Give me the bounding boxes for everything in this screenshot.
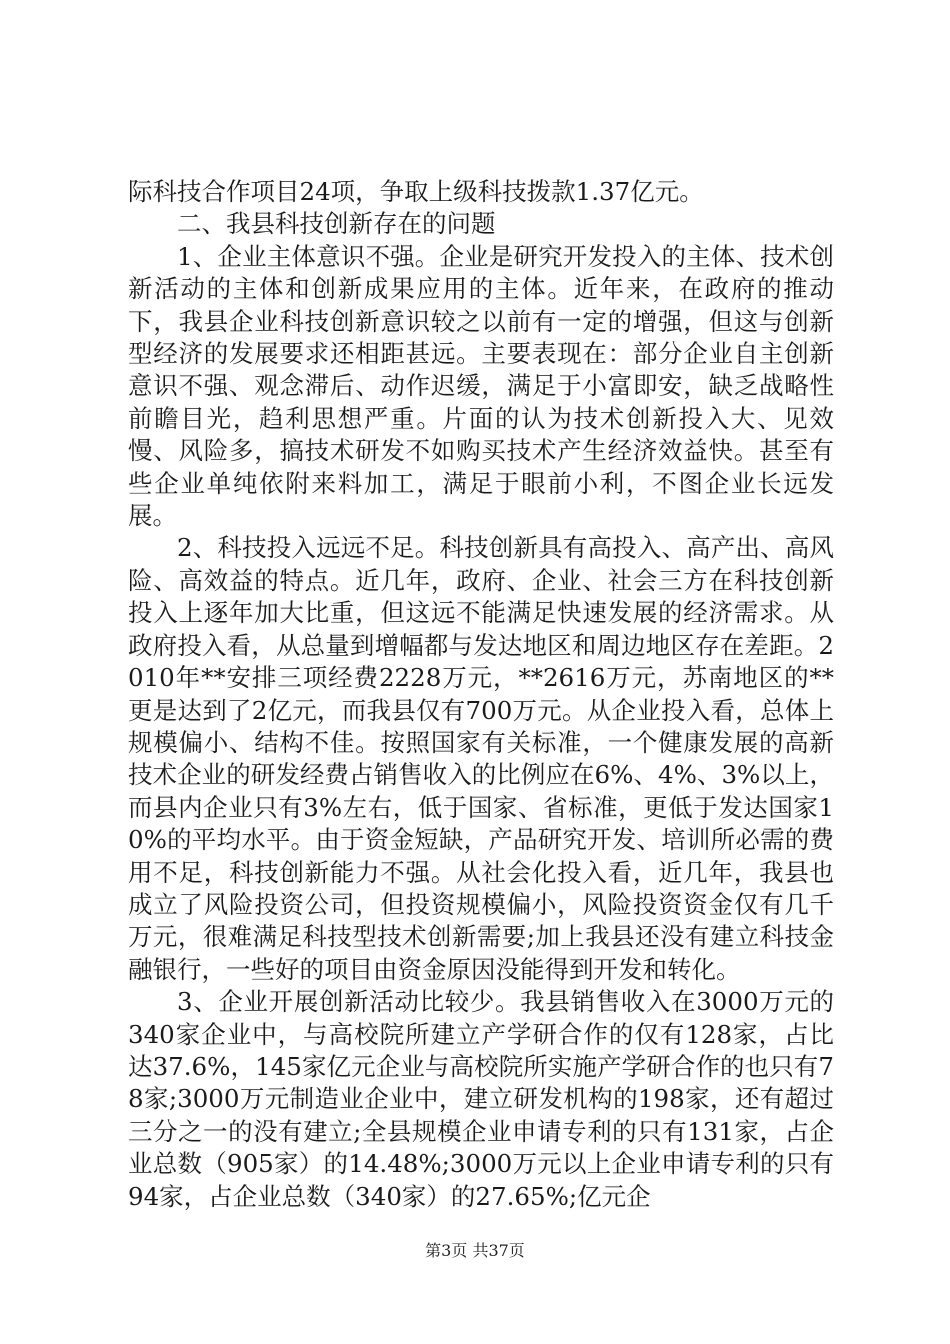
section-heading: 二、我县科技创新存在的问题 [177,209,496,239]
paragraph-2: 2、科技投入远远不足。科技创新具有高投入、高产出、高风险、高效益的特点。近几年，政府、企业、社会三方在科技创新投入上逐年加大比重，但这远不能满足快速发展的经济需求。从政府投入看，从总量到增幅都与发达地区和周边地区存在差距。2010年**安排三项经费2228万元，**2616万元，苏南地区的**更是达到了2亿元，而我县仅有700万元。从企业投入看，总体上规模偏小、结构不佳。按照国家有关标准，一个健康发展的高新技术企业的研发经费占销售收入的比例应在6%、4%、3%以上，而县内企业只有3%左右，低于国家、省标准，更低于发达国家10%的平均水平。由于资金短缺，产品研究开发、培训所必需的费用不足，科技创新能力不强。从社会化投入看，近几年，我县也成立了风险投资公司，但投资规模偏小，风险投资资金仅有几千万元，很难满足科技型技术创新需要;加上我县还没有建立科技金融银行，一些好的项目由资金原因没能得到开发和转化。 [128,533,834,984]
page-footer: 第3页 共37页 [425,1241,525,1260]
paragraph-3: 3、企业开展创新活动比较少。我县销售收入在3000万元的340家企业中，与高校院所建立产学研合作的仅有128家，占比达37.6%，145家亿元企业与高校院所实施产学研合作的也只有78家;3000万元制造业企业中，建立研发机构的198家，还有超过三分之一的没有建立;全县规模企业申请专利的只有131家，占企业总数（905家）的14.48%;3000万元以上企业申请专利的只有94家，占企业总数（340家）的27.65%;亿元企 [128,987,834,1211]
paragraph-continuation: 际科技合作项目24项，争取上级科技拨款1.37亿元。 [128,177,704,206]
paragraph-1: 1、企业主体意识不强。企业是研究开发投入的主体、技术创新活动的主体和创新成果应用的主体。近年来，在政府的推动下，我县企业科技创新意识较之以前有一定的增强，但这与创新型经济的发展要求还相距甚远。主要表现在：部分企业自主创新意识不强、观念滞后、动作迟缓，满足于小富即安，缺乏战略性前瞻目光，趋利思想严重。片面的认为技术创新投入大、见效慢、风险多，搞技术研发不如购买技术产生经济效益快。甚至有些企业单纯依附来料加工，满足于眼前小利，不图企业长远发展。 [128,241,834,531]
document-body [128,176,834,1213]
